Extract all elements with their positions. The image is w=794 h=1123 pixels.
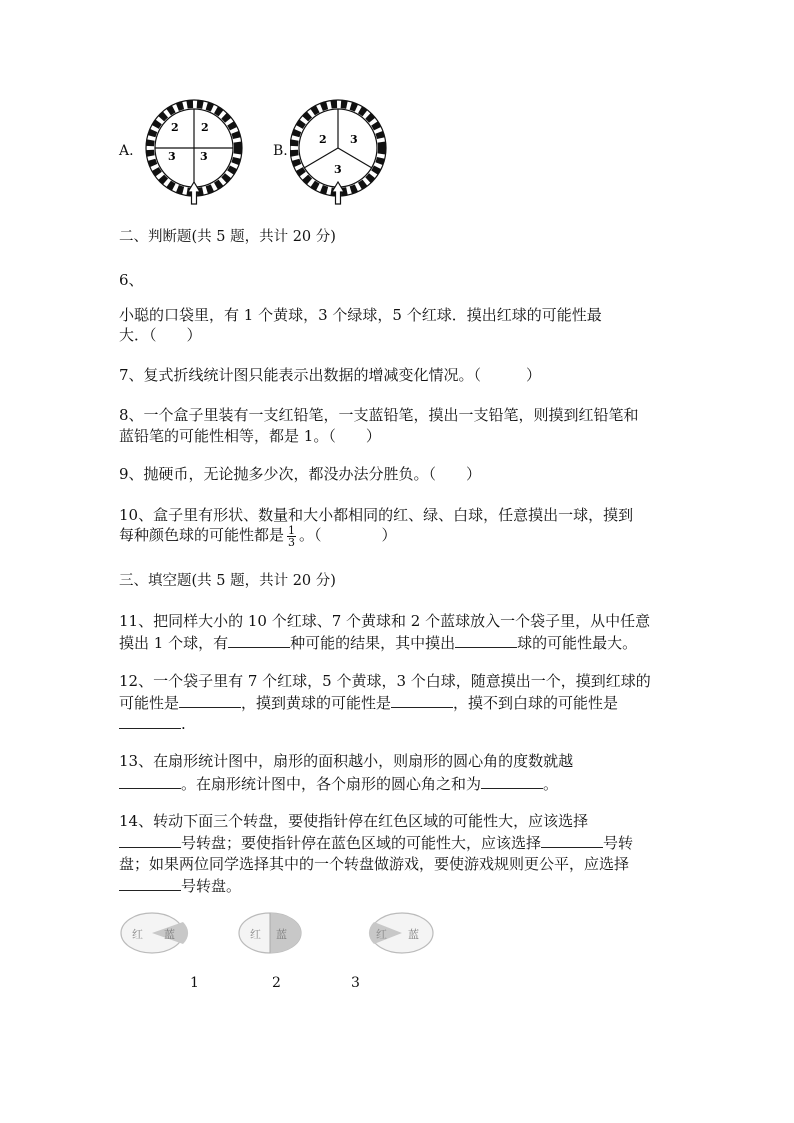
option-b-spinner [290,96,390,206]
spinner-2-red-label: 红 [250,928,261,941]
spinner-1 [119,910,189,956]
spinner-2 [236,910,306,956]
option-a-sector-1: 2 [171,121,179,134]
q14-blank-2[interactable] [541,831,603,848]
q11-blank-1[interactable] [228,631,290,648]
q12-line2: 可能性是 ，摸到黄球的可能性是 ，摸不到白球的可能性是 [119,691,618,714]
q6-number: 6、 [119,271,144,289]
section-2-title: 二、判断题(共 5 题，共计 20 分) [119,229,336,245]
spinner-1-red-label: 红 [132,928,143,941]
option-b-sector-1: 2 [319,133,327,146]
q13-blank-1[interactable] [119,772,181,789]
option-b-label: B. [273,143,288,159]
q13-line1: 13、在扇形统计图中，扇形的面积越小，则扇形的圆心角的度数就越 [119,752,574,770]
option-a-spinner [144,96,244,206]
q6-line1: 小聪的口袋里，有 1 个黄球，3 个绿球，5 个红球．摸出红球的可能性最 [119,306,602,324]
q14-line1: 14、转动下面三个转盘，要使指针停在红色区域的可能性大，应该选择 [119,812,589,830]
q10-line1: 10、盒子里有形状、数量和大小都相同的红、绿、白球，任意摸出一球，摸到 [119,506,634,524]
q14-line4: 号转盘。 [119,874,241,897]
q8-line2: 蓝铅笔的可能性相等，都是 1。（ ） [119,427,381,445]
section-3-title: 三、填空题(共 5 题，共计 20 分) [119,573,336,589]
q6-line2: 大．（ ） [119,326,202,344]
q7-text: 7、复式折线统计图只能表示出数据的增减变化情况。（ ） [119,366,542,384]
q8-line1: 8、一个盒子里装有一支红铅笔，一支蓝铅笔，摸出一支铅笔，则摸到红铅笔和 [119,406,639,424]
q12-line3: . [119,712,186,735]
spinner-3-number: 3 [351,975,360,991]
q14-line3: 盘；如果两位同学选择其中的一个转盘做游戏，要使游戏规则更公平，应选择 [119,855,630,873]
option-b-sector-2: 3 [350,133,358,146]
q12-blank-2[interactable] [391,691,453,708]
option-a-label: A. [119,143,134,159]
q12-blank-3[interactable] [119,712,181,729]
one-third-fraction: $\frac{1}{3}$ [288,523,296,549]
q12-blank-1[interactable] [179,691,241,708]
spinner-3-blue-label: 蓝 [408,928,419,941]
q10-line2-text: 每种颜色球的可能性都是 [119,526,285,544]
spinner-1-blue-label: 蓝 [164,928,175,941]
spinner-3-red-label: 红 [376,928,387,941]
q11-blank-2[interactable] [455,631,517,648]
q14-blank-1[interactable] [119,831,181,848]
q14-blank-3[interactable] [119,874,181,891]
option-b-sector-3: 3 [334,163,342,176]
q10-line2 [119,524,397,548]
spinner-3 [368,910,438,956]
spinner-2-number: 2 [272,975,281,991]
q14-line2: 号转盘；要使指针停在蓝色区域的可能性大，应该选择 号转 [119,831,633,854]
option-a-sector-2: 2 [201,121,209,134]
option-a-sector-4: 3 [200,150,208,163]
q11-line1: 11、把同样大小的 10 个红球、7 个黄球和 2 个蓝球放入一个袋子里，从中任意 [119,612,651,630]
q12-line1: 12、一个袋子里有 7 个红球，5 个黄球，3 个白球，随意摸出一个，摸到红球的 [119,672,651,690]
q10-line2-end: 。（ ） [299,526,397,544]
option-a-sector-3: 3 [168,150,176,163]
q13-line2: 。在扇形统计图中，各个扇形的圆心角之和为 。 [119,772,558,795]
q11-line2: 摸出 1 个球，有 种可能的结果，其中摸出 球的可能性最大。 [119,631,637,654]
q9-text: 9、抛硬币，无论抛多少次，都没办法分胜负。（ ） [119,465,482,483]
q13-blank-2[interactable] [481,772,543,789]
spinner-2-blue-label: 蓝 [276,928,287,941]
spinner-1-number: 1 [190,975,199,991]
